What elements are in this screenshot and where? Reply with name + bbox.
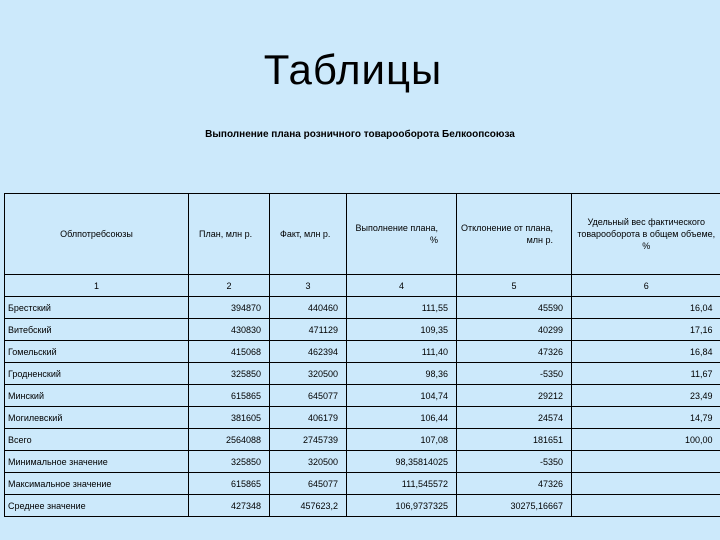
table-cell: 394870 (189, 297, 270, 319)
table-cell: 111,55 (347, 297, 457, 319)
row-label-cell: Брестский (5, 297, 189, 319)
table-row (5, 407, 720, 429)
row-label-cell: Среднее значение (5, 495, 189, 517)
header-row (5, 194, 720, 275)
table-cell: 98,35814025 (347, 451, 457, 473)
row-label-cell: Витебский (5, 319, 189, 341)
header-cell-execution: Выполнение плана, % (347, 194, 457, 275)
table-cell: 325850 (189, 451, 270, 473)
table-cell: 645077 (270, 385, 347, 407)
table-cell: 47326 (457, 473, 572, 495)
table-cell: 111,40 (347, 341, 457, 363)
table-body (5, 297, 720, 517)
header-cell-region: Облпотребсоюзы (5, 194, 189, 275)
table-cell: 11,67 (572, 363, 720, 385)
table-cell: 16,84 (572, 341, 720, 363)
table-cell: 17,16 (572, 319, 720, 341)
header-cell-deviation: Отклонение от плана, млн р. (457, 194, 572, 275)
table-row (5, 319, 720, 341)
table-cell: 109,35 (347, 319, 457, 341)
table-cell: 457623,2 (270, 495, 347, 517)
table-cell: 106,9737325 (347, 495, 457, 517)
table-cell: 615865 (189, 385, 270, 407)
table-cell: 29212 (457, 385, 572, 407)
table-cell: 181651 (457, 429, 572, 451)
header-cell-fact: Факт, млн р. (270, 194, 347, 275)
table-cell: 381605 (189, 407, 270, 429)
table-cell: 471129 (270, 319, 347, 341)
table-cell: 100,00 (572, 429, 720, 451)
table-cell: 2564088 (189, 429, 270, 451)
table-cell: 320500 (270, 451, 347, 473)
column-number: 5 (457, 275, 572, 297)
row-label-cell: Могилевский (5, 407, 189, 429)
table-row (5, 363, 720, 385)
table-cell: 462394 (270, 341, 347, 363)
table-cell: 430830 (189, 319, 270, 341)
table-cell: 47326 (457, 341, 572, 363)
table-row (5, 297, 720, 319)
table-cell: 30275,16667 (457, 495, 572, 517)
column-number: 4 (347, 275, 457, 297)
table-cell (572, 451, 720, 473)
table-cell: 24574 (457, 407, 572, 429)
table-cell: 415068 (189, 341, 270, 363)
table-cell: 40299 (457, 319, 572, 341)
table-cell: 98,36 (347, 363, 457, 385)
table-cell: 111,545572 (347, 473, 457, 495)
table-caption: Выполнение плана розничного товарооборота Белкоопсоюза (205, 129, 515, 140)
table-cell: 645077 (270, 473, 347, 495)
column-number: 2 (189, 275, 270, 297)
table-cell: -5350 (457, 363, 572, 385)
row-label-cell: Гомельский (5, 341, 189, 363)
table-cell: 427348 (189, 495, 270, 517)
column-number: 3 (270, 275, 347, 297)
table-container (4, 193, 720, 517)
table-cell: 106,44 (347, 407, 457, 429)
table-cell: 615865 (189, 473, 270, 495)
header-cell-share: Удельный вес фактического товарооборота в общем объеме, % (572, 194, 720, 275)
table-cell: 107,08 (347, 429, 457, 451)
table-row (5, 495, 720, 517)
table-cell: 14,79 (572, 407, 720, 429)
table-cell: 45590 (457, 297, 572, 319)
table-cell: 104,74 (347, 385, 457, 407)
table-cell (572, 473, 720, 495)
column-number: 1 (5, 275, 189, 297)
table-row (5, 473, 720, 495)
table-cell: 325850 (189, 363, 270, 385)
table-row (5, 385, 720, 407)
table-cell: 440460 (270, 297, 347, 319)
table-row (5, 451, 720, 473)
table-cell: 16,04 (572, 297, 720, 319)
table-cell: 406179 (270, 407, 347, 429)
column-number-row (5, 275, 720, 297)
table-cell: 23,49 (572, 385, 720, 407)
plan-execution-table (4, 193, 720, 517)
table-row (5, 429, 720, 451)
table-cell: 2745739 (270, 429, 347, 451)
row-label-cell: Минимальное значение (5, 451, 189, 473)
row-label-cell: Гродненский (5, 363, 189, 385)
table-row (5, 341, 720, 363)
table-cell: 320500 (270, 363, 347, 385)
table-cell: -5350 (457, 451, 572, 473)
row-label-cell: Всего (5, 429, 189, 451)
table-cell (572, 495, 720, 517)
header-cell-plan: План, млн р. (189, 194, 270, 275)
row-label-cell: Минский (5, 385, 189, 407)
column-number: 6 (572, 275, 720, 297)
row-label-cell: Максимальное значение (5, 473, 189, 495)
slide-title: Таблицы (263, 46, 443, 93)
